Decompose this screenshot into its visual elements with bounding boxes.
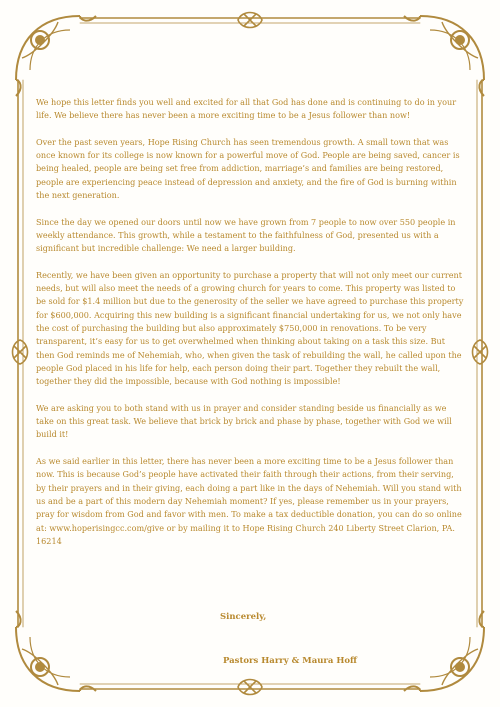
ornamental-corner-icon <box>404 611 484 691</box>
paragraph: Since the day we opened our doors until now we have grown from 7 people to now over 550 people in weekly attendance. This growth, while a testament to the faithfulness of God, presented us with a significant but incredible challenge: We need a larger building. <box>36 216 456 254</box>
ornamental-corner-icon <box>404 16 484 96</box>
letter-body <box>36 96 466 561</box>
celtic-knot-icon <box>238 13 262 28</box>
closing: Sincerely, <box>220 612 267 622</box>
paragraph: Recently, we have been given an opportunity to purchase a property that will not only meet our current needs, but will also meet the needs of a growing church for years to come. This property was listed to be sold for $1.4 million but due to the generosity of the seller we have agreed to purchase this property for $600,000. Acquiring this new building is a significant financial undertaking for us, we not only have the cost of purchasing the building but also approximately $750,000 in renovations. To be very transparent, it’s easy for us to get overwhelmed when thinking about taking on a task this size. But then God reminds me of Nehemiah, who, when given the task of rebuilding the wall, he called upon the people God placed in his life for help, each person doing their part. Together they rebuilt the wall, together they did the impossible, because with God nothing is impossible! <box>36 269 464 387</box>
celtic-knot-icon <box>13 340 28 364</box>
celtic-knot-icon <box>473 340 488 364</box>
paragraph: As we said earlier in this letter, there has never been a more exciting time to be a Jesus follower than now. This is because God’s people have activated their faith through their actions, from their serving, by their prayers and in their giving, each doing a part like in the days of Nehemiah. Will you stand with us and be a part of this modern day Nehemiah moment? If yes, please remember us in your prayers, pray for wisdom from God and favor with men. To make a tax deductible donation, you can do so online at: www.hoperisingcc.com/give or by mailing it to Hope Rising Church 240 Liberty Street Clarion, PA. 16214 <box>36 456 462 546</box>
celtic-knot-icon <box>238 680 262 695</box>
ornamental-corner-icon <box>16 16 96 96</box>
paragraph: We hope this letter finds you well and excited for all that God has done and is continuing to do in your life. We believe there has never been a more exciting time to be a Jesus follower than now! <box>36 97 457 121</box>
signature: Pastors Harry & Maura Hoff <box>223 656 358 666</box>
ornamental-corner-icon <box>16 611 96 691</box>
paragraph: We are asking you to both stand with us in prayer and consider standing beside us financially as we take on this great task. We believe that brick by brick and phase by phase, together with God we will build it! <box>36 402 452 440</box>
paragraph: Over the past seven years, Hope Rising Church has seen tremendous growth. A small town that was once known for its college is now known for a powerful move of God. People are being saved, cancer is being healed, people are being set free from addiction, marriage’s and families are being restored, people are experiencing peace instead of depression and anxiety, and the fire of God is burning within the next generation. <box>36 136 460 201</box>
